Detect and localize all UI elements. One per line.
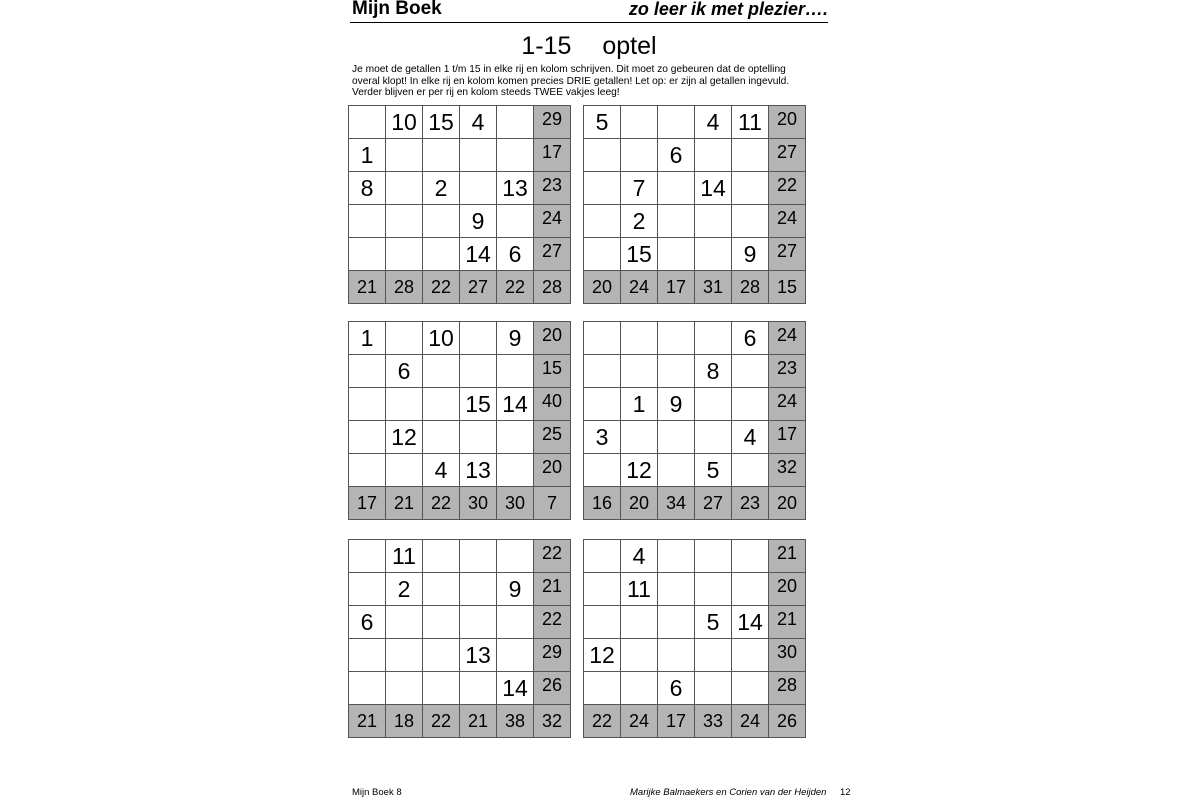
column-sum-cell: 38 (497, 705, 534, 738)
empty-cell[interactable] (460, 421, 497, 454)
column-sum-cell: 17 (658, 271, 695, 304)
empty-cell[interactable] (497, 606, 534, 639)
column-sum-cell: 17 (658, 705, 695, 738)
page-number: 12 (840, 787, 851, 798)
empty-cell[interactable] (621, 106, 658, 139)
column-sum-cell: 18 (386, 705, 423, 738)
column-sum-cell: 28 (386, 271, 423, 304)
given-number-cell: 8 (349, 172, 386, 205)
empty-cell[interactable] (497, 421, 534, 454)
row-sum-cell: 20 (534, 454, 571, 487)
empty-cell[interactable] (349, 388, 386, 421)
empty-cell[interactable] (695, 388, 732, 421)
given-number-cell: 12 (584, 639, 621, 672)
given-number-cell: 4 (460, 106, 497, 139)
column-sum-cell: 27 (460, 271, 497, 304)
empty-cell[interactable] (460, 139, 497, 172)
given-number-cell: 2 (423, 172, 460, 205)
given-number-cell: 4 (621, 540, 658, 573)
empty-cell[interactable] (695, 573, 732, 606)
empty-cell[interactable] (386, 238, 423, 271)
empty-cell[interactable] (349, 454, 386, 487)
empty-cell[interactable] (423, 205, 460, 238)
empty-cell[interactable] (460, 606, 497, 639)
column-sum-cell: 22 (584, 705, 621, 738)
empty-cell[interactable] (386, 172, 423, 205)
empty-cell[interactable] (423, 672, 460, 705)
empty-cell[interactable] (584, 672, 621, 705)
empty-cell[interactable] (658, 421, 695, 454)
empty-cell[interactable] (349, 355, 386, 388)
empty-cell[interactable] (658, 573, 695, 606)
empty-cell[interactable] (695, 205, 732, 238)
empty-cell[interactable] (423, 238, 460, 271)
instruction-line: Je moet de getallen 1 t/m 15 in elke rij en kolom schrijven. Dit moet zo gebeuren dat de optelling (352, 64, 786, 75)
empty-cell[interactable] (584, 355, 621, 388)
row-sum-cell: 23 (769, 355, 806, 388)
given-number-cell: 8 (695, 355, 732, 388)
empty-cell[interactable] (695, 639, 732, 672)
empty-cell[interactable] (658, 355, 695, 388)
book-title: Mijn Boek (352, 0, 442, 19)
empty-cell[interactable] (423, 139, 460, 172)
column-sum-cell: 24 (621, 271, 658, 304)
column-sum-cell: 22 (423, 705, 460, 738)
puzzle-grid-1 (348, 105, 571, 304)
empty-cell[interactable] (621, 355, 658, 388)
empty-cell[interactable] (695, 238, 732, 271)
row-sum-cell: 32 (769, 454, 806, 487)
row-sum-cell: 29 (534, 106, 571, 139)
given-number-cell: 1 (349, 139, 386, 172)
empty-cell[interactable] (584, 205, 621, 238)
empty-cell[interactable] (386, 205, 423, 238)
empty-cell[interactable] (349, 106, 386, 139)
empty-cell[interactable] (349, 205, 386, 238)
given-number-cell: 4 (423, 454, 460, 487)
given-number-cell: 5 (695, 454, 732, 487)
given-number-cell: 14 (732, 606, 769, 639)
row-sum-cell: 40 (534, 388, 571, 421)
footer-authors: Marijke Balmaekers en Corien van der Heijden (630, 787, 827, 798)
empty-cell[interactable] (497, 639, 534, 672)
empty-cell[interactable] (658, 540, 695, 573)
header-divider (350, 22, 828, 23)
given-number-cell: 13 (460, 454, 497, 487)
empty-cell[interactable] (460, 172, 497, 205)
row-sum-cell: 22 (534, 606, 571, 639)
empty-cell[interactable] (584, 540, 621, 573)
empty-cell[interactable] (695, 672, 732, 705)
given-number-cell: 15 (423, 106, 460, 139)
row-sum-cell: 24 (769, 205, 806, 238)
puzzle-grid-6 (583, 539, 806, 738)
empty-cell[interactable] (349, 639, 386, 672)
row-sum-cell: 23 (534, 172, 571, 205)
column-sum-cell: 23 (732, 487, 769, 520)
empty-cell[interactable] (584, 172, 621, 205)
empty-cell[interactable] (386, 139, 423, 172)
given-number-cell: 6 (658, 672, 695, 705)
instruction-line: overal klopt! In elke rij en kolom komen precies DRIE getallen! Let op: er zijn al getallen ingevuld. (352, 75, 790, 87)
empty-cell[interactable] (732, 573, 769, 606)
given-number-cell: 2 (386, 573, 423, 606)
column-sum-cell: 21 (349, 271, 386, 304)
given-number-cell: 11 (621, 573, 658, 606)
empty-cell[interactable] (349, 238, 386, 271)
given-number-cell: 11 (732, 106, 769, 139)
empty-cell[interactable] (386, 388, 423, 421)
empty-cell[interactable] (460, 540, 497, 573)
empty-cell[interactable] (386, 454, 423, 487)
row-sum-cell: 15 (534, 355, 571, 388)
empty-cell[interactable] (584, 322, 621, 355)
empty-cell[interactable] (732, 540, 769, 573)
empty-cell[interactable] (621, 606, 658, 639)
column-sum-cell: 16 (584, 487, 621, 520)
empty-cell[interactable] (658, 172, 695, 205)
column-sum-cell: 30 (497, 487, 534, 520)
empty-cell[interactable] (497, 454, 534, 487)
given-number-cell: 12 (621, 454, 658, 487)
empty-cell[interactable] (349, 573, 386, 606)
given-number-cell: 9 (460, 205, 497, 238)
puzzle-grid-4 (583, 321, 806, 520)
column-sum-cell: 33 (695, 705, 732, 738)
empty-cell[interactable] (732, 454, 769, 487)
empty-cell[interactable] (732, 139, 769, 172)
row-sum-cell: 27 (769, 238, 806, 271)
column-sum-cell: 30 (460, 487, 497, 520)
empty-cell[interactable] (732, 388, 769, 421)
column-sum-cell: 21 (460, 705, 497, 738)
row-sum-cell: 29 (534, 639, 571, 672)
empty-cell[interactable] (658, 106, 695, 139)
empty-cell[interactable] (621, 421, 658, 454)
row-sum-cell: 24 (769, 322, 806, 355)
row-sum-cell: 21 (769, 606, 806, 639)
puzzle-grid-3 (348, 321, 571, 520)
instruction-line: Verder blijven er per rij en kolom steeds TWEE vakjes leeg! (352, 87, 620, 99)
column-sum-cell: 21 (386, 487, 423, 520)
given-number-cell: 15 (460, 388, 497, 421)
empty-cell[interactable] (386, 672, 423, 705)
given-number-cell: 1 (621, 388, 658, 421)
empty-cell[interactable] (423, 355, 460, 388)
empty-cell[interactable] (584, 573, 621, 606)
empty-cell[interactable] (621, 322, 658, 355)
row-sum-cell: 24 (534, 205, 571, 238)
column-sum-cell: 22 (423, 487, 460, 520)
empty-cell[interactable] (460, 672, 497, 705)
given-number-cell: 6 (732, 322, 769, 355)
row-sum-cell: 22 (769, 172, 806, 205)
given-number-cell: 14 (497, 388, 534, 421)
column-sum-cell: 22 (423, 271, 460, 304)
row-sum-cell: 26 (534, 672, 571, 705)
empty-cell[interactable] (584, 388, 621, 421)
row-sum-cell: 28 (769, 672, 806, 705)
given-number-cell: 4 (732, 421, 769, 454)
empty-cell[interactable] (423, 639, 460, 672)
given-number-cell: 14 (695, 172, 732, 205)
empty-cell[interactable] (584, 238, 621, 271)
empty-cell[interactable] (658, 606, 695, 639)
empty-cell[interactable] (497, 205, 534, 238)
row-sum-cell: 17 (534, 139, 571, 172)
column-sum-cell: 15 (769, 271, 806, 304)
empty-cell[interactable] (695, 139, 732, 172)
row-sum-cell: 20 (769, 573, 806, 606)
empty-cell[interactable] (497, 139, 534, 172)
given-number-cell: 6 (349, 606, 386, 639)
empty-cell[interactable] (658, 454, 695, 487)
empty-cell[interactable] (386, 639, 423, 672)
column-sum-cell: 20 (584, 271, 621, 304)
row-sum-cell: 30 (769, 639, 806, 672)
row-sum-cell: 25 (534, 421, 571, 454)
given-number-cell: 9 (732, 238, 769, 271)
empty-cell[interactable] (349, 672, 386, 705)
instructions (352, 64, 822, 99)
column-sum-cell: 32 (534, 705, 571, 738)
given-number-cell: 13 (460, 639, 497, 672)
empty-cell[interactable] (658, 322, 695, 355)
column-sum-cell: 17 (349, 487, 386, 520)
given-number-cell: 3 (584, 421, 621, 454)
given-number-cell: 9 (658, 388, 695, 421)
given-number-cell: 5 (695, 606, 732, 639)
column-sum-cell: 20 (769, 487, 806, 520)
empty-cell[interactable] (497, 355, 534, 388)
empty-cell[interactable] (695, 322, 732, 355)
given-number-cell: 2 (621, 205, 658, 238)
footer-book-name: Mijn Boek 8 (352, 787, 402, 798)
empty-cell[interactable] (584, 606, 621, 639)
empty-cell[interactable] (732, 672, 769, 705)
column-sum-cell: 7 (534, 487, 571, 520)
empty-cell[interactable] (423, 573, 460, 606)
empty-cell[interactable] (460, 322, 497, 355)
row-sum-cell: 27 (769, 139, 806, 172)
given-number-cell: 14 (497, 672, 534, 705)
column-sum-cell: 34 (658, 487, 695, 520)
puzzle-grid-5 (348, 539, 571, 738)
empty-cell[interactable] (621, 639, 658, 672)
empty-cell[interactable] (621, 139, 658, 172)
empty-cell[interactable] (460, 355, 497, 388)
empty-cell[interactable] (658, 639, 695, 672)
empty-cell[interactable] (460, 573, 497, 606)
column-sum-cell: 20 (621, 487, 658, 520)
empty-cell[interactable] (658, 238, 695, 271)
empty-cell[interactable] (349, 540, 386, 573)
column-sum-cell: 24 (621, 705, 658, 738)
given-number-cell: 1 (349, 322, 386, 355)
row-sum-cell: 21 (534, 573, 571, 606)
given-number-cell: 6 (386, 355, 423, 388)
given-number-cell: 6 (658, 139, 695, 172)
empty-cell[interactable] (621, 672, 658, 705)
given-number-cell: 7 (621, 172, 658, 205)
column-sum-cell: 24 (732, 705, 769, 738)
given-number-cell: 4 (695, 106, 732, 139)
empty-cell[interactable] (658, 205, 695, 238)
row-sum-cell: 20 (534, 322, 571, 355)
empty-cell[interactable] (584, 454, 621, 487)
given-number-cell: 6 (497, 238, 534, 271)
empty-cell[interactable] (497, 540, 534, 573)
puzzle-grid-2 (583, 105, 806, 304)
given-number-cell: 9 (497, 322, 534, 355)
row-sum-cell: 27 (534, 238, 571, 271)
page-title: 1-15 optel (521, 32, 657, 60)
given-number-cell: 13 (497, 172, 534, 205)
empty-cell[interactable] (695, 540, 732, 573)
empty-cell[interactable] (584, 139, 621, 172)
book-slogan: zo leer ik met plezier…. (628, 0, 828, 19)
empty-cell[interactable] (497, 106, 534, 139)
row-sum-cell: 22 (534, 540, 571, 573)
empty-cell[interactable] (732, 205, 769, 238)
empty-cell[interactable] (732, 172, 769, 205)
given-number-cell: 9 (497, 573, 534, 606)
given-number-cell: 14 (460, 238, 497, 271)
given-number-cell: 15 (621, 238, 658, 271)
column-sum-cell: 28 (732, 271, 769, 304)
empty-cell[interactable] (386, 322, 423, 355)
empty-cell[interactable] (732, 355, 769, 388)
column-sum-cell: 28 (534, 271, 571, 304)
row-sum-cell: 21 (769, 540, 806, 573)
column-sum-cell: 22 (497, 271, 534, 304)
row-sum-cell: 24 (769, 388, 806, 421)
column-sum-cell: 27 (695, 487, 732, 520)
empty-cell[interactable] (423, 388, 460, 421)
column-sum-cell: 21 (349, 705, 386, 738)
given-number-cell: 5 (584, 106, 621, 139)
given-number-cell: 10 (423, 322, 460, 355)
empty-cell[interactable] (423, 540, 460, 573)
empty-cell[interactable] (423, 421, 460, 454)
empty-cell[interactable] (349, 421, 386, 454)
given-number-cell: 10 (386, 106, 423, 139)
column-sum-cell: 31 (695, 271, 732, 304)
empty-cell[interactable] (732, 639, 769, 672)
row-sum-cell: 17 (769, 421, 806, 454)
empty-cell[interactable] (695, 421, 732, 454)
given-number-cell: 11 (386, 540, 423, 573)
empty-cell[interactable] (386, 606, 423, 639)
row-sum-cell: 20 (769, 106, 806, 139)
column-sum-cell: 26 (769, 705, 806, 738)
given-number-cell: 12 (386, 421, 423, 454)
empty-cell[interactable] (423, 606, 460, 639)
